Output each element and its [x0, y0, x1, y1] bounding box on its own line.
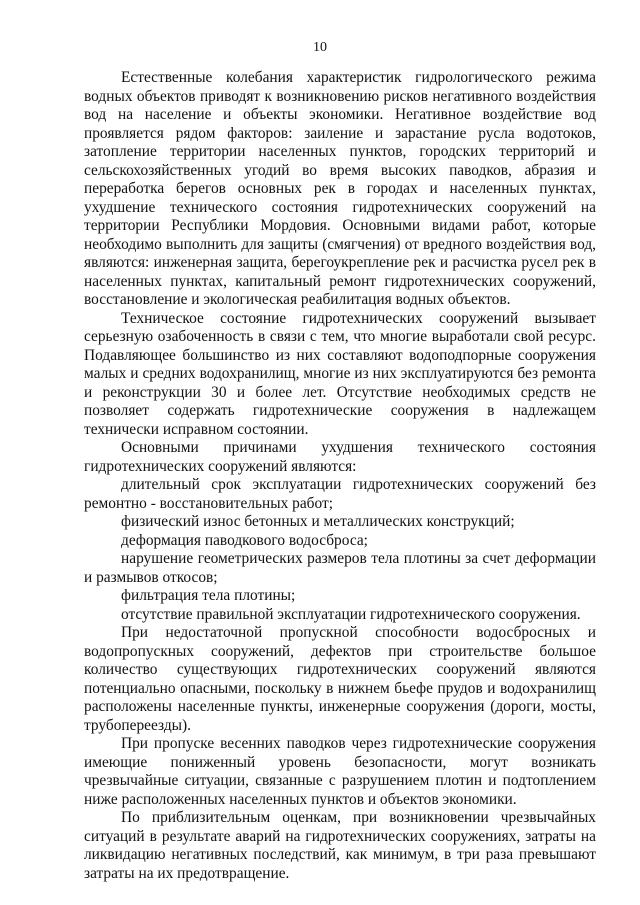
paragraph-main-causes: Основными причинами ухудшения технического состояния гидротехнических сооружений являются: [84, 439, 596, 475]
paragraph-insufficient-capacity: При недостаточной пропускной способности водосбросных и водопропускных сооружений, дефектов при строительстве большое количество существующих гидротехнических сооружений являются потенциально опасными, поскольку в нижнем бьефе прудов и водохранилищ расположены населенные пункты, инженерные сооружения (дороги, мосты, трубопереезды). [84, 624, 596, 734]
list-item-dam-filtration: фильтрация тела плотины; [121, 587, 296, 604]
paragraph-spring-floods: При пропуске весенних паводков через гидротехнические сооружения имеющие пониженный уровень безопасности, могут возникать чрезвычайные ситуации, связанные с разрушением плотин и подтоплением ниже расположенных населенных пунктов и объектов экономики. [84, 735, 596, 808]
list-item-geometry-violation: нарушение геометрических размеров тела плотины за счет деформации и размывов откосов; [84, 550, 596, 586]
list-item-improper-operation: отсутствие правильной эксплуатации гидротехнического сооружения. [121, 605, 581, 623]
list-item-physical-wear: физический износ бетонных и металлических конструкций; [121, 513, 515, 530]
list-item-spillway-deformation: деформация паводкового водосброса; [121, 531, 368, 549]
paragraph-cost-estimates: По приблизительным оценкам, при возникновении чрезвычайных ситуаций в результате аварий на гидротехнических сооружениях, затраты на ликвидацию негативных последствий, как минимум, в три раза превышают затраты на их предотвращение. [84, 809, 596, 882]
paragraph-technical-condition: Техническое состояние гидротехнических сооружений вызывает серьезную озабоченность в связи с тем, что многие выработали свой ресурс. Подавляющее большинство из них составляют водоподпорные сооружения малых и средних водохранилищ, многие из них эксплуатируются без ремонта и реконструкции 30 и более лет. Отсутствие необходимых средств не позволяет содержать гидротехнические сооружения в надлежащем технически исправном состоянии. [84, 309, 596, 438]
document-body [84, 69, 596, 883]
paragraph-natural-fluctuations: Естественные колебания характеристик гидрологического режима водных объектов приводят к возникновению рисков негативного воздействия вод на население и объекты экономики. Негативное воздействие вод проявляется рядом факторов: заиление и зарастание русла водотоков, затопление территории населенных пунктов, городских территорий и сельскохозяйственных угодий во время высоких паводков, абразия и переработка берегов основных рек в городах и населенных пунктах, ухудшение технического состояния гидротехнических сооружений на территории Республики Мордовия. Основными видами работ, которые необходимо выполнить для защиты (смягчения) от вредного воздействия вод, являются: инженерная защита, берегоукрепление рек и расчистка русел рек в населенных пунктах, капитальный ремонт гидротехнических сооружений, восстановление и экологическая реабилитация водных объектов. [84, 69, 596, 308]
page-number: 10 [313, 40, 327, 55]
list-item-long-service-life: длительный срок эксплуатации гидротехнических сооружений без ремонтно - восстановительных работ; [84, 476, 596, 512]
